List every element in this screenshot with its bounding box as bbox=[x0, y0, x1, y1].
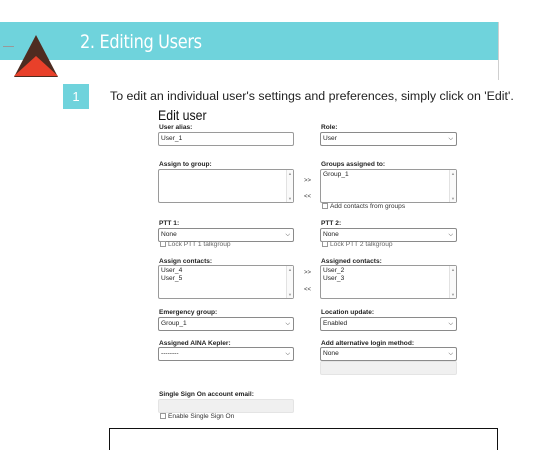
role-value: User bbox=[323, 135, 337, 142]
add-contacts-from-groups-label: Add contacts from groups bbox=[330, 203, 406, 210]
role-label: Role: bbox=[321, 124, 338, 131]
list-item[interactable]: User_2 bbox=[323, 267, 345, 274]
chevron-down-icon: ⌵ bbox=[285, 351, 290, 357]
assigned-contacts-label: Assigned contacts: bbox=[321, 258, 382, 265]
user-alias-label: User alias: bbox=[159, 124, 193, 131]
role-select[interactable] bbox=[320, 132, 457, 146]
list-item[interactable]: User_3 bbox=[323, 274, 345, 282]
move-group-right-button[interactable]: >> bbox=[304, 178, 312, 184]
alt-login-value: None bbox=[323, 350, 339, 357]
chevron-down-icon: ⌵ bbox=[448, 351, 453, 357]
checkbox[interactable] bbox=[322, 241, 328, 247]
alt-login-label: Add alternative login method: bbox=[321, 340, 415, 347]
add-contacts-from-groups-row[interactable] bbox=[322, 203, 405, 210]
assign-to-group-list[interactable] bbox=[158, 169, 294, 203]
move-contact-right-button[interactable]: >> bbox=[304, 270, 312, 276]
lock-ptt2-label: Lock PTT 2 talkgroup bbox=[330, 241, 393, 248]
groups-assigned-list[interactable] bbox=[320, 169, 457, 203]
assigned-contacts-list[interactable] bbox=[320, 265, 457, 299]
checkbox[interactable] bbox=[160, 413, 166, 419]
lock-ptt2-row[interactable] bbox=[322, 241, 393, 248]
enable-sso-label: Enable Single Sign On bbox=[168, 413, 235, 420]
header-banner bbox=[0, 22, 498, 60]
list-item[interactable]: User_4 bbox=[161, 267, 183, 274]
chevron-down-icon: ⌵ bbox=[285, 321, 290, 327]
emergency-group-select[interactable] bbox=[158, 317, 294, 331]
sso-email-label: Single Sign On account email: bbox=[159, 391, 254, 398]
page-title: 2. Editing Users bbox=[80, 31, 202, 53]
ptt2-label: PTT 2: bbox=[321, 220, 342, 227]
checkbox[interactable] bbox=[322, 203, 328, 209]
chevron-down-icon: ⌵ bbox=[285, 232, 290, 238]
groups-assigned-label: Groups assigned to: bbox=[321, 161, 386, 168]
chevron-down-icon: ⌵ bbox=[448, 321, 453, 327]
location-update-value: Enabled bbox=[323, 320, 348, 327]
scrollbar[interactable]: ▲ ▼ bbox=[451, 171, 455, 201]
list-item[interactable]: User_5 bbox=[161, 274, 183, 282]
page-border bbox=[498, 22, 499, 80]
ptt1-select[interactable] bbox=[158, 228, 294, 242]
scrollbar[interactable]: ▲ ▼ bbox=[451, 267, 455, 297]
checkbox[interactable] bbox=[160, 241, 166, 247]
sso-email-input[interactable] bbox=[158, 399, 294, 413]
step-number: 1 bbox=[63, 84, 89, 109]
aina-kepler-select[interactable] bbox=[158, 347, 294, 361]
aina-kepler-label: Assigned AINA Kepler: bbox=[159, 340, 231, 347]
ptt1-value: None bbox=[161, 231, 177, 238]
alt-login-detail-field[interactable] bbox=[320, 361, 457, 375]
chevron-down-icon: ⌵ bbox=[448, 232, 453, 238]
user-alias-input[interactable]: User_1 bbox=[158, 132, 294, 146]
emergency-group-value: Group_1 bbox=[161, 320, 187, 327]
ptt2-select[interactable] bbox=[320, 228, 457, 242]
chevron-down-icon: ⌵ bbox=[448, 136, 453, 142]
alt-login-select[interactable] bbox=[320, 347, 457, 361]
location-update-label: Location update: bbox=[321, 309, 375, 316]
ptt2-value: None bbox=[323, 231, 339, 238]
location-update-select[interactable] bbox=[320, 317, 457, 331]
lock-ptt1-label: Lock PTT 1 talkgroup bbox=[168, 241, 231, 248]
aina-kepler-value: -------- bbox=[161, 350, 179, 357]
next-section-frame bbox=[109, 428, 498, 450]
assign-contacts-label: Assign contacts: bbox=[159, 258, 213, 265]
scrollbar[interactable]: ▲ ▼ bbox=[288, 267, 292, 297]
logo-line bbox=[3, 46, 14, 47]
ptt1-label: PTT 1: bbox=[159, 220, 180, 227]
scrollbar[interactable]: ▲ ▼ bbox=[288, 171, 292, 201]
move-contact-left-button[interactable]: << bbox=[304, 287, 312, 293]
list-item[interactable]: Group_1 bbox=[323, 171, 349, 178]
logo-triangle-red bbox=[14, 56, 58, 76]
lock-ptt1-row[interactable] bbox=[160, 241, 231, 248]
move-group-left-button[interactable]: << bbox=[304, 194, 312, 200]
enable-sso-row[interactable] bbox=[160, 413, 234, 420]
step-instruction: To edit an individual user's settings and preferences, simply click on 'Edit'. bbox=[110, 89, 514, 103]
emergency-group-label: Emergency group: bbox=[159, 309, 218, 316]
form-title: Edit user bbox=[158, 107, 207, 123]
assign-contacts-list[interactable] bbox=[158, 265, 294, 299]
assign-to-group-label: Assign to group: bbox=[159, 161, 212, 168]
